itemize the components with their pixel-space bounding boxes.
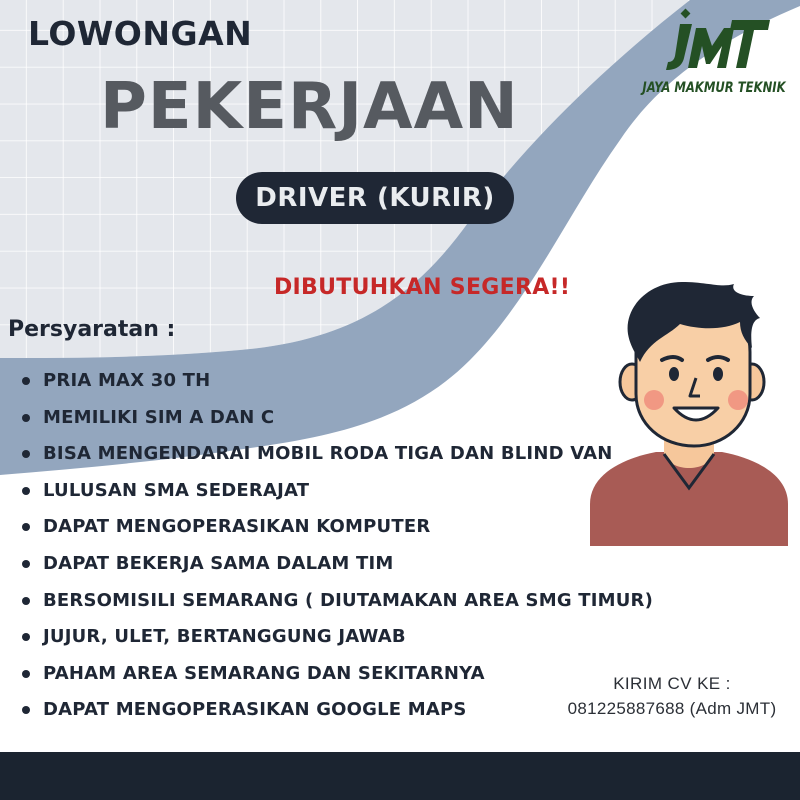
requirement-text: DAPAT MENGOPERASIKAN KOMPUTER [43,516,431,538]
requirement-item [22,586,653,623]
bullet-dot-icon [22,377,30,385]
requirement-item [22,622,653,659]
urgent-notice: DIBUTUHKAN SEGERA!! [274,275,571,300]
requirement-text: MEMILIKI SIM A DAN C [43,406,275,428]
bullet-dot-icon [22,633,30,641]
requirement-text: DAPAT BEKERJA SAMA DALAM TIM [43,552,394,574]
company-name: JAYA MAKMUR TEKNIK [642,80,786,96]
smiling-man-avatar-icon [584,274,794,546]
requirement-item [22,476,653,513]
bullet-dot-icon [22,487,30,495]
requirement-text: DAPAT MENGOPERASIKAN GOOGLE MAPS [43,699,467,721]
bullet-dot-icon [22,597,30,605]
bullet-dot-icon [22,670,30,678]
footer-bar [0,752,800,800]
requirement-text: BERSOMISILI SEMARANG ( DIUTAMAKAN AREA SMG TIMUR) [43,589,654,611]
bullet-dot-icon [22,450,30,458]
company-logo [632,4,796,108]
bullet-dot-icon [22,523,30,531]
requirement-item [22,549,653,586]
requirement-item [22,512,653,549]
bullet-dot-icon [22,414,30,422]
requirements-title: Persyaratan : [8,317,176,342]
requirement-item [22,403,653,440]
requirement-text: LULUSAN SMA SEDERAJAT [43,479,310,501]
requirement-item [22,366,653,403]
headline-pekerjaan: PEKERJAAN [100,70,519,144]
contact-label: KIRIM CV KE : [613,674,731,693]
requirement-text: JUJUR, ULET, BERTANGGUNG JAWAB [43,626,406,648]
bullet-dot-icon [22,560,30,568]
contact-phone: 081225887688 (Adm JMT) [567,699,777,718]
contact-info [548,672,796,722]
requirement-item [22,439,653,476]
headline-lowongan: LOWONGAN [28,14,253,53]
requirement-text: PAHAM AREA SEMARANG DAN SEKITARNYA [43,662,485,684]
jmt-logo-icon [662,6,772,78]
requirement-text: BISA MENGENDARAI MOBIL RODA TIGA DAN BLIND VAN [43,443,613,465]
requirement-text: PRIA MAX 30 TH [43,370,211,391]
position-badge: DRIVER (KURIR) [236,172,514,224]
bullet-dot-icon [22,706,30,714]
